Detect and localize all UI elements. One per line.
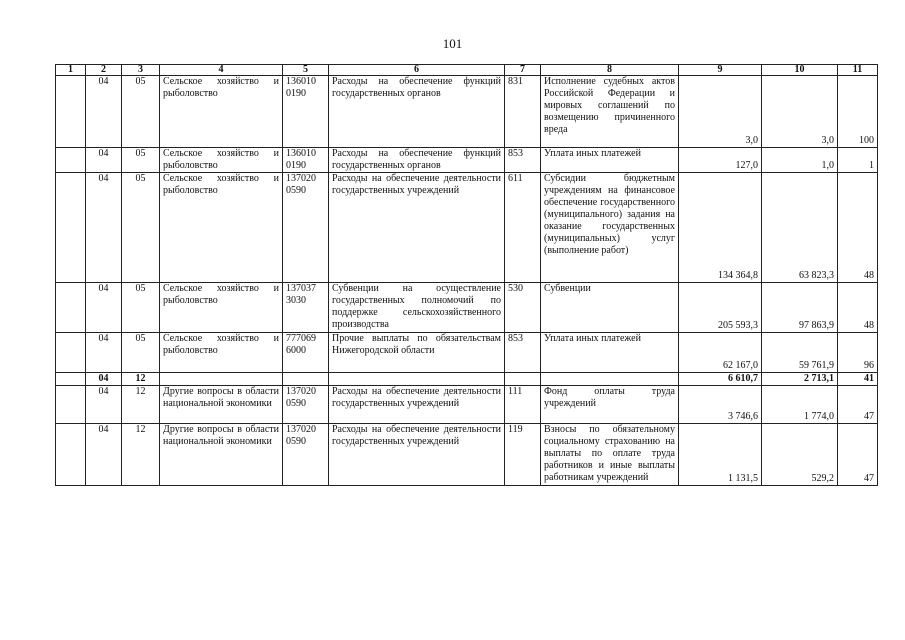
target-article-code: 137020 0590 (283, 386, 329, 424)
subsection-code: 05 (122, 333, 160, 373)
percent-executed: 47 (838, 424, 878, 486)
column-header: 10 (762, 65, 838, 76)
target-article-name: Расходы на обеспечение деятельности государственных учреждений (329, 386, 505, 424)
target-article-code: 777069 6000 (283, 333, 329, 373)
expense-type-name: Субвенции (541, 283, 679, 333)
target-article-name: Расходы на обеспечение функций государственных органов (329, 148, 505, 173)
actual-amount: 1 774,0 (762, 386, 838, 424)
plan-amount: 127,0 (679, 148, 762, 173)
expense-type-code: 530 (505, 283, 541, 333)
section-name: Сельское хозяйство и рыболовство (160, 173, 283, 283)
plan-amount: 6 610,7 (679, 373, 762, 386)
target-article-name: Субвенции на осуществление государственных полномочий по поддержке сельскохозяйственного производства (329, 283, 505, 333)
table-cell (56, 76, 86, 148)
budget-table (55, 64, 878, 486)
table-row (56, 333, 878, 373)
target-article-code: 137020 0590 (283, 173, 329, 283)
section-name: Другие вопросы в области национальной экономики (160, 424, 283, 486)
section-name: Сельское хозяйство и рыболовство (160, 333, 283, 373)
percent-executed: 48 (838, 283, 878, 333)
section-code: 04 (86, 424, 122, 486)
target-article-name: Расходы на обеспечение деятельности государственных учреждений (329, 173, 505, 283)
section-code: 04 (86, 283, 122, 333)
expense-type-name: Взносы по обязательному социальному страхованию на выплаты по оплате труда работников и иные выплаты работникам учреждений (541, 424, 679, 486)
actual-amount: 2 713,1 (762, 373, 838, 386)
column-header: 1 (56, 65, 86, 76)
table-cell (56, 173, 86, 283)
subsection-code: 05 (122, 76, 160, 148)
expense-type-name: Уплата иных платежей (541, 148, 679, 173)
column-header: 7 (505, 65, 541, 76)
table-row (56, 76, 878, 148)
subsection-code: 05 (122, 148, 160, 173)
percent-executed: 41 (838, 373, 878, 386)
plan-amount: 3,0 (679, 76, 762, 148)
subtotal-row (56, 373, 878, 386)
percent-executed: 47 (838, 386, 878, 424)
plan-amount: 134 364,8 (679, 173, 762, 283)
expense-type-name: Уплата иных платежей (541, 333, 679, 373)
table-cell (56, 148, 86, 173)
percent-executed: 48 (838, 173, 878, 283)
target-article-name (329, 373, 505, 386)
actual-amount: 529,2 (762, 424, 838, 486)
plan-amount: 3 746,6 (679, 386, 762, 424)
target-article-name: Расходы на обеспечение функций государственных органов (329, 76, 505, 148)
percent-executed: 100 (838, 76, 878, 148)
expense-type-name: Фонд оплаты труда учреждений (541, 386, 679, 424)
subsection-code: 05 (122, 173, 160, 283)
table-cell (56, 424, 86, 486)
expense-type-code: 111 (505, 386, 541, 424)
section-code: 04 (86, 76, 122, 148)
section-name: Сельское хозяйство и рыболовство (160, 283, 283, 333)
column-header: 6 (329, 65, 505, 76)
target-article-code (283, 373, 329, 386)
expense-type-code: 119 (505, 424, 541, 486)
table-row (56, 283, 878, 333)
percent-executed: 96 (838, 333, 878, 373)
plan-amount: 1 131,5 (679, 424, 762, 486)
column-header: 9 (679, 65, 762, 76)
section-name: Сельское хозяйство и рыболовство (160, 76, 283, 148)
section-code: 04 (86, 386, 122, 424)
table-row (56, 424, 878, 486)
expense-type-code: 853 (505, 333, 541, 373)
section-name: Сельское хозяйство и рыболовство (160, 148, 283, 173)
table-cell (56, 386, 86, 424)
actual-amount: 63 823,3 (762, 173, 838, 283)
table-row (56, 386, 878, 424)
expense-type-code (505, 373, 541, 386)
target-article-code: 136010 0190 (283, 76, 329, 148)
actual-amount: 97 863,9 (762, 283, 838, 333)
expense-type-name: Исполнение судебных актов Российской Федерации и мировых соглашений по возмещению причиненного вреда (541, 76, 679, 148)
expense-type-code: 831 (505, 76, 541, 148)
target-article-name: Расходы на обеспечение деятельности государственных учреждений (329, 424, 505, 486)
expense-type-code: 611 (505, 173, 541, 283)
plan-amount: 205 593,3 (679, 283, 762, 333)
column-header: 4 (160, 65, 283, 76)
actual-amount: 3,0 (762, 76, 838, 148)
subsection-code: 05 (122, 283, 160, 333)
target-article-code: 136010 0190 (283, 148, 329, 173)
table-cell (56, 283, 86, 333)
table-row (56, 148, 878, 173)
section-code: 04 (86, 373, 122, 386)
column-header: 11 (838, 65, 878, 76)
plan-amount: 62 167,0 (679, 333, 762, 373)
header-row (56, 65, 878, 76)
percent-executed: 1 (838, 148, 878, 173)
target-article-name: Прочие выплаты по обязательствам Нижегородской области (329, 333, 505, 373)
table-cell (56, 333, 86, 373)
target-article-code: 137037 3030 (283, 283, 329, 333)
column-header: 2 (86, 65, 122, 76)
subsection-code: 12 (122, 373, 160, 386)
subsection-code: 12 (122, 386, 160, 424)
column-header: 3 (122, 65, 160, 76)
table-row (56, 173, 878, 283)
column-header: 5 (283, 65, 329, 76)
actual-amount: 59 761,9 (762, 333, 838, 373)
target-article-code: 137020 0590 (283, 424, 329, 486)
subsection-code: 12 (122, 424, 160, 486)
actual-amount: 1,0 (762, 148, 838, 173)
column-header: 8 (541, 65, 679, 76)
expense-type-code: 853 (505, 148, 541, 173)
section-name (160, 373, 283, 386)
expense-type-name: Субсидии бюджетным учреждениям на финансовое обеспечение государственного (муниципального) задания на оказание государственных (муниципальных) услуг (выполнение работ) (541, 173, 679, 283)
section-code: 04 (86, 148, 122, 173)
page-number: 101 (442, 36, 463, 51)
table-cell (56, 373, 86, 386)
section-name: Другие вопросы в области национальной экономики (160, 386, 283, 424)
section-code: 04 (86, 173, 122, 283)
section-code: 04 (86, 333, 122, 373)
expense-type-name (541, 373, 679, 386)
